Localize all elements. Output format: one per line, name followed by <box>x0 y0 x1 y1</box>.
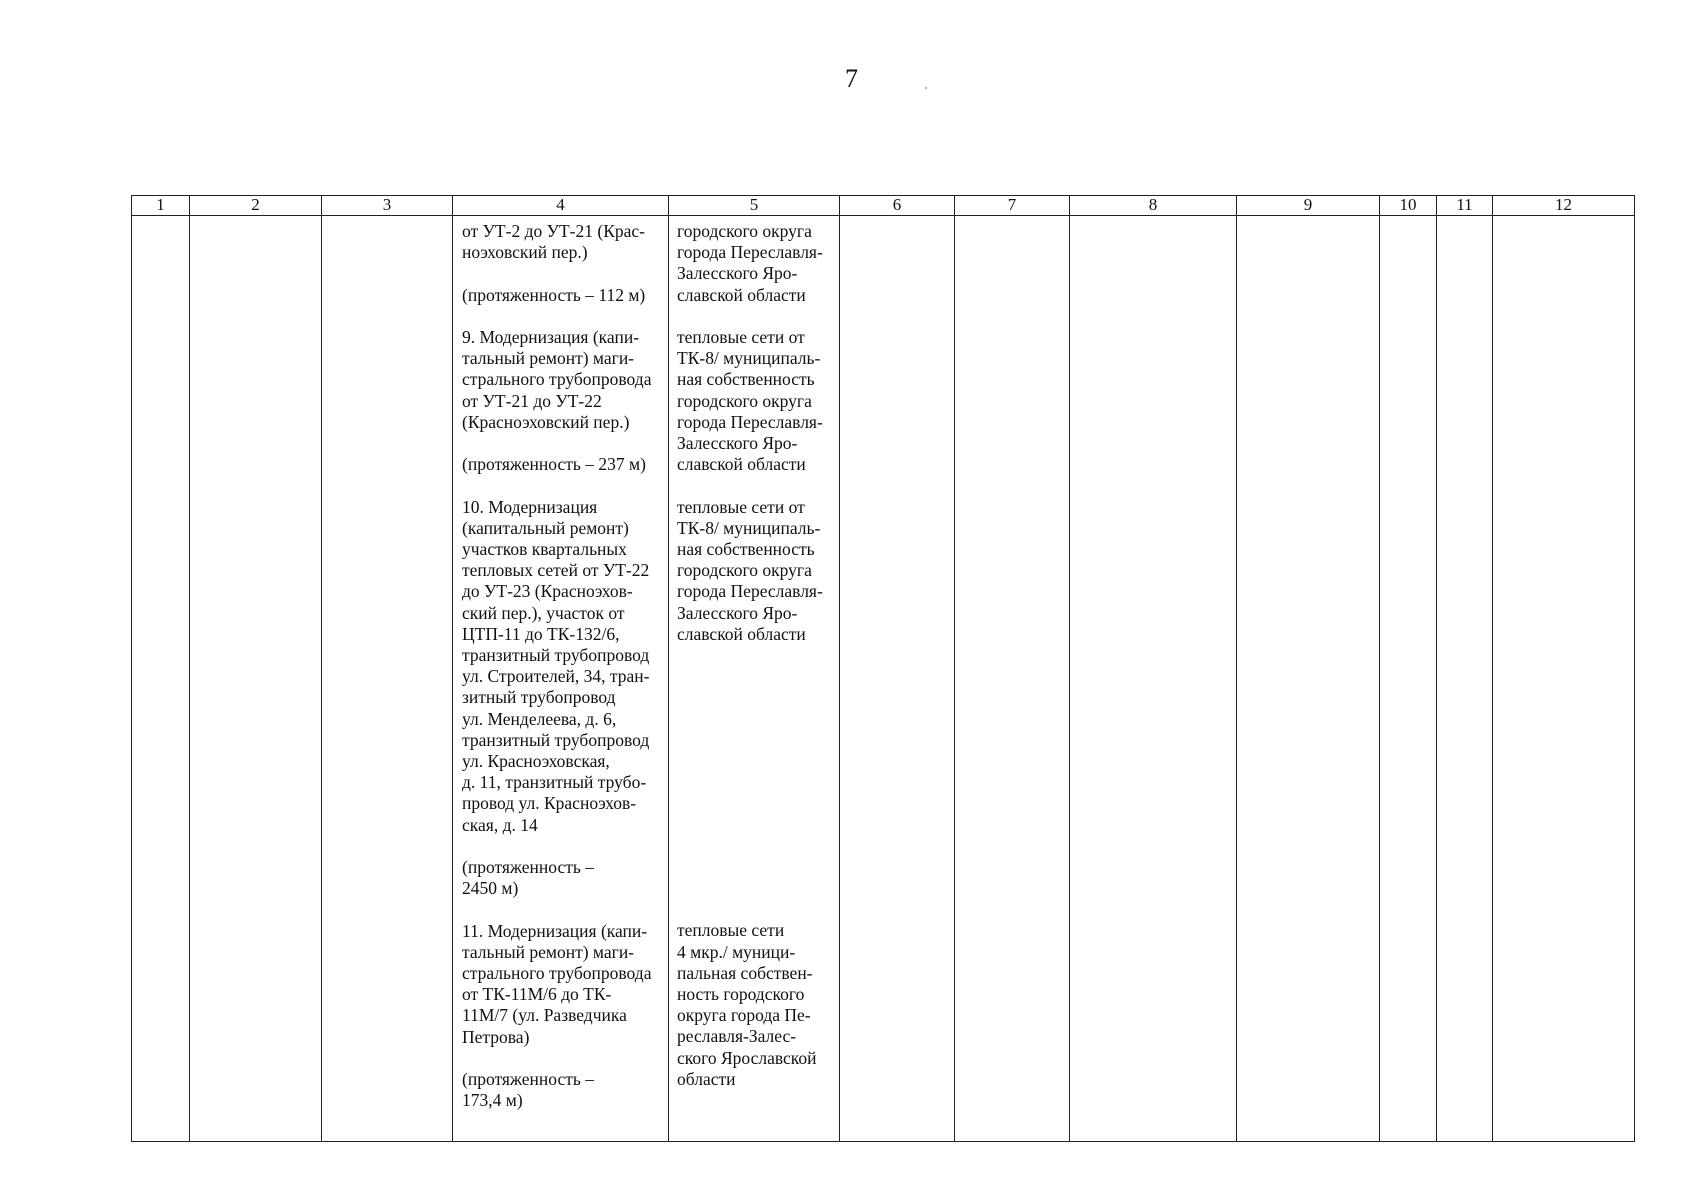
spacer <box>677 751 839 772</box>
cell-col-7 <box>955 216 1070 1142</box>
col-header-2: 2 <box>190 196 322 216</box>
spacer <box>677 730 839 751</box>
object-text-line: ТК-8/ муниципаль- <box>677 517 821 538</box>
spacer <box>462 433 668 454</box>
work-text-line: (капитальный ремонт) <box>462 517 629 538</box>
work-text-line: тальный ремонт) маги- <box>462 348 635 369</box>
object-text-line: города Переславля- <box>677 581 823 602</box>
object-text-line: города Переславля- <box>677 411 823 432</box>
work-text-line: тальный ремонт) маги- <box>462 941 635 962</box>
col-header-4: 4 <box>453 196 669 216</box>
object-text-line: 4 мкр./ муници- <box>677 941 796 962</box>
work-text-line: от УТ-2 до УТ-21 (Крас- <box>462 221 645 241</box>
col-header-8: 8 <box>1070 196 1237 216</box>
work-text-line: провод ул. Красноэхов- <box>462 793 637 814</box>
col-header-7: 7 <box>955 196 1070 216</box>
object-text-line: славской области <box>677 454 806 475</box>
spacer <box>462 263 668 284</box>
work-entry <box>462 497 668 900</box>
spacer <box>677 878 839 899</box>
object-text-line: славской области <box>677 284 806 305</box>
spacer <box>677 687 839 708</box>
object-text-line: округа города Пе- <box>677 1005 811 1026</box>
work-entry <box>462 327 668 475</box>
spacer <box>677 645 839 666</box>
work-text-line: ул. Менделеева, д. 6, <box>462 708 617 729</box>
cell-col-10 <box>1380 216 1437 1142</box>
work-text-line: транзитный трубопровод <box>462 645 650 665</box>
object-text-line: Залесского Яро- <box>677 602 798 623</box>
length-text-line: (протяженность – 112 м) <box>462 284 646 305</box>
length-text-line: 173,4 м) <box>462 1090 523 1111</box>
cell-col-8 <box>1070 216 1237 1142</box>
spacer <box>677 857 839 878</box>
spacer <box>677 666 839 687</box>
object-entry <box>677 920 839 1111</box>
object-text-line: ского Ярославской <box>677 1047 817 1068</box>
col-header-1: 1 <box>132 196 190 216</box>
object-text-line: городского округа <box>677 221 812 241</box>
object-text-line: тепловые сети от <box>677 496 805 517</box>
col-header-5: 5 <box>669 196 840 216</box>
length-text-line: 2450 м) <box>462 878 519 899</box>
spacer <box>462 836 668 857</box>
col-header-9: 9 <box>1237 196 1380 216</box>
work-text-line: (Красноэховский пер.) <box>462 411 630 432</box>
length-text-line: (протяженность – <box>462 857 594 878</box>
work-text-line: ский пер.), участок от <box>462 602 625 623</box>
object-text-line: реславля-Залес- <box>677 1026 797 1047</box>
work-text-line: 11М/7 (ул. Разведчика <box>462 1005 627 1026</box>
header-row <box>132 196 1635 216</box>
work-text-line: 11. Модернизация (капи- <box>462 920 648 941</box>
work-text-line: транзитный трубопровод <box>462 729 650 750</box>
spacer <box>677 836 839 857</box>
object-text-line: ная собственность <box>677 369 815 390</box>
work-text-line: от УТ-21 до УТ-22 <box>462 390 602 411</box>
spacer <box>677 1090 839 1111</box>
work-text-line: д. 11, транзитный трубо- <box>462 772 647 793</box>
spacer <box>677 793 839 814</box>
object-text-line: тепловые сети от <box>677 327 805 347</box>
spacer <box>677 772 839 793</box>
object-text-line: города Переславля- <box>677 242 823 263</box>
object-text-line: Залесского Яро- <box>677 433 798 454</box>
cell-col-1 <box>132 216 190 1142</box>
spacer <box>677 815 839 836</box>
object-text-line: пальная собствен- <box>677 962 813 983</box>
work-text-line: от ТК-11М/6 до ТК- <box>462 984 612 1005</box>
spacer <box>462 1048 668 1069</box>
work-text-line: Петрова) <box>462 1026 530 1047</box>
spacer <box>677 709 839 730</box>
cell-col-5-objects <box>669 216 840 1142</box>
work-text-line: 10. Модернизация <box>462 496 598 517</box>
object-entry <box>677 497 839 900</box>
object-text-line: тепловые сети <box>677 920 785 941</box>
object-entry <box>677 221 839 306</box>
object-text-line: области <box>677 1068 736 1089</box>
work-text-line: ская, д. 14 <box>462 814 538 835</box>
col-header-12: 12 <box>1493 196 1635 216</box>
work-entry <box>462 221 668 306</box>
col-header-6: 6 <box>840 196 955 216</box>
col-header-11: 11 <box>1437 196 1493 216</box>
work-text-line: тепловых сетей от УТ-22 <box>462 560 650 581</box>
cell-col-11 <box>1437 216 1493 1142</box>
cell-col-9 <box>1237 216 1380 1142</box>
col-header-3: 3 <box>322 196 453 216</box>
work-text-line: до УТ-23 (Красноэхов- <box>462 581 633 602</box>
object-text-line: городского округа <box>677 390 812 411</box>
work-text-line: ноэховский пер.) <box>462 242 588 263</box>
object-text-line: ТК-8/ муниципаль- <box>677 348 821 369</box>
length-text-line: (протяженность – 237 м) <box>462 454 646 475</box>
page-number: 7 <box>845 64 858 93</box>
scan-speck <box>925 87 927 89</box>
cell-col-3 <box>322 216 453 1142</box>
work-text-line: участков квартальных <box>462 538 627 559</box>
work-text-line: ул. Строителей, 34, тран- <box>462 666 650 687</box>
object-text-line: Залесского Яро- <box>677 263 798 284</box>
cell-col-6 <box>840 216 955 1142</box>
table-row <box>132 216 1635 1142</box>
work-text-line: стрального трубопровода <box>462 963 652 984</box>
cell-col-4-works <box>453 216 669 1142</box>
object-text-line: ная собственность <box>677 539 815 560</box>
work-text-line: ул. Красноэховская, <box>462 751 610 772</box>
work-text-line: ЦТП-11 до ТК-132/6, <box>462 623 620 644</box>
work-text-line: зитный трубопровод <box>462 687 616 708</box>
col-header-10: 10 <box>1380 196 1437 216</box>
work-text-line: стрального трубопровода <box>462 369 652 390</box>
work-entry <box>462 921 668 1112</box>
length-text-line: (протяженность – <box>462 1069 594 1090</box>
work-text-line: 9. Модернизация (капи- <box>462 326 640 347</box>
object-text-line: ность городского <box>677 984 805 1005</box>
object-entry <box>677 327 839 475</box>
cell-col-2 <box>190 216 322 1142</box>
object-text-line: славской области <box>677 623 806 644</box>
cell-col-12 <box>1493 216 1635 1142</box>
works-table <box>131 195 1635 1142</box>
object-text-line: городского округа <box>677 560 812 581</box>
